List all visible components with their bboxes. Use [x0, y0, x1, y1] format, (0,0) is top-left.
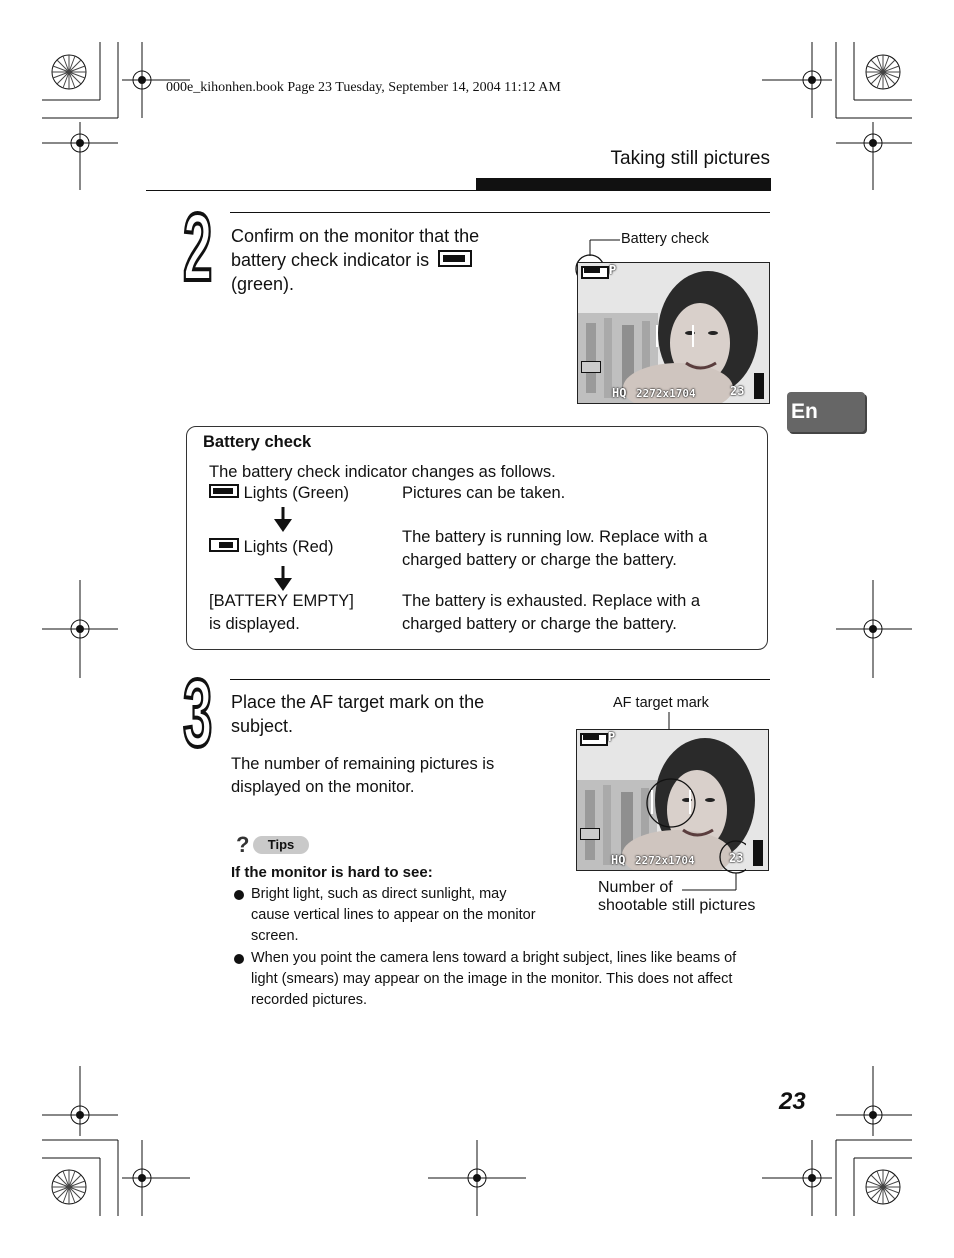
battery-desc-empty: The battery is exhausted. Replace with a charged battery or charge the battery.	[402, 592, 701, 633]
tip-item-2: When you point the camera lens toward a bright subject, lines like beams of light (smears) may appear on the image in the monitor. This does not affect recorded pictures.	[251, 950, 737, 1008]
osd-quality: HQ	[612, 386, 627, 400]
step3-rule	[230, 679, 770, 680]
section-title: Taking still pictures	[610, 148, 770, 169]
page-number: 23	[779, 1088, 806, 1115]
osd-mode: P	[609, 263, 617, 277]
battery-box-intro: The battery check indicator changes as follows.	[209, 463, 556, 481]
battery-box-title: Battery check	[203, 433, 312, 451]
shots-count-label: Number of shootable still pictures	[598, 879, 756, 914]
arrow-down-icon	[273, 507, 293, 533]
battery-full-icon	[438, 250, 472, 267]
step2-line3: (green).	[231, 274, 295, 294]
osd-resolution: 2272x1704	[635, 854, 695, 867]
language-tab[interactable]: En	[787, 392, 865, 432]
step2-line2: battery check indicator is	[231, 248, 561, 272]
bullet-dot	[234, 954, 244, 964]
step-number-2: 2	[183, 194, 213, 301]
battery-check-label: Battery check	[621, 231, 709, 247]
bullet-dot	[234, 890, 244, 900]
battery-desc-red: The battery is running low. Replace with a charged battery or charge the battery.	[402, 528, 708, 569]
step3-instruction: Place the AF target mark on the subject.	[231, 692, 485, 736]
af-target-bracket	[656, 325, 694, 347]
osd-mode: P	[608, 730, 616, 744]
question-mark-icon: ?	[236, 832, 250, 857]
osd-quality: HQ	[611, 853, 626, 867]
battery-full-icon	[209, 484, 239, 498]
step2-line1: Confirm on the monitor that the	[231, 226, 480, 246]
osd-memory-gauge	[754, 373, 764, 399]
step-number-3: 3	[183, 660, 213, 767]
battery-low-icon	[209, 538, 239, 552]
battery-state-green: Lights (Green)	[209, 482, 349, 505]
battery-desc-green: Pictures can be taken.	[402, 484, 566, 502]
af-target-label: AF target mark	[613, 695, 709, 711]
osd-memory-gauge	[753, 840, 763, 866]
tips-heading: If the monitor is hard to see:	[231, 864, 433, 881]
af-target-bracket	[651, 790, 691, 814]
osd-count: 23	[729, 851, 744, 865]
osd-card-icon	[581, 361, 601, 373]
tip-item-1: Bright light, such as direct sunlight, may cause vertical lines to appear on the monitor screen.	[251, 886, 536, 944]
osd-count: 23	[730, 384, 745, 398]
battery-state-empty: [BATTERY EMPTY] is displayed.	[209, 592, 354, 633]
osd-battery-icon	[580, 733, 604, 742]
tips-badge: Tips	[253, 836, 309, 854]
header-rule	[146, 190, 476, 191]
book-meta: 000e_kihonhen.book Page 23 Tuesday, September 14, 2004 11:12 AM	[166, 80, 561, 95]
step2-rule	[230, 212, 770, 213]
osd-battery-icon	[581, 266, 605, 275]
header-bar	[476, 178, 771, 191]
step3-note: The number of remaining pictures is displayed on the monitor.	[231, 755, 495, 796]
osd-card-icon	[580, 828, 600, 840]
monitor-preview-battery	[577, 262, 770, 404]
arrow-down-icon	[273, 566, 293, 592]
osd-resolution: 2272x1704	[636, 387, 696, 400]
step2-instruction	[231, 224, 561, 296]
battery-state-red: Lights (Red)	[209, 536, 333, 559]
